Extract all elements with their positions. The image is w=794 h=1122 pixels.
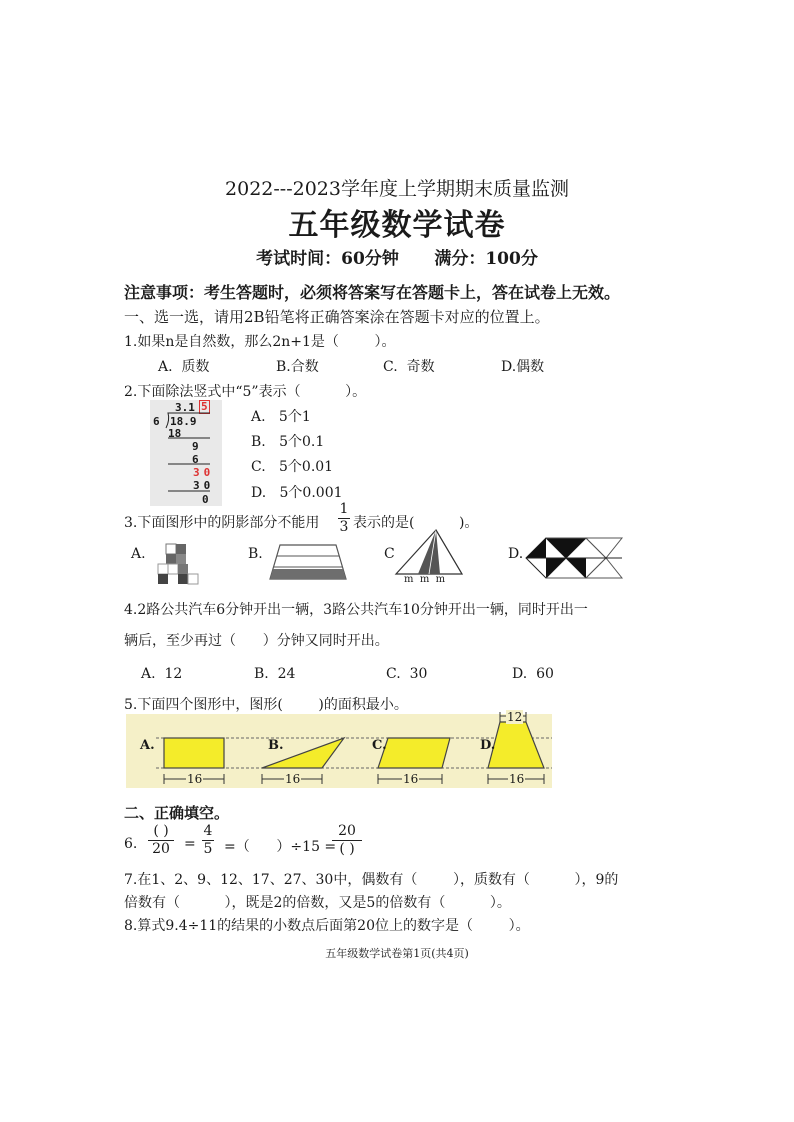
exam-subtitle: 2022---2023学年度上学期期末质量监测 xyxy=(225,178,569,200)
long-division-figure xyxy=(150,400,222,506)
q5-label-a: A. xyxy=(140,738,155,753)
q5-dim-d: 16 xyxy=(509,772,525,786)
q5-shape-d xyxy=(488,722,544,768)
q7-line1: 7.在1、2、9、12、17、27、30中，偶数有（ ），质数有（ ），9的 xyxy=(124,872,619,888)
q2-option-b: B. 5个0.1 xyxy=(251,434,325,450)
section2-heading: 二、正确填空。 xyxy=(124,804,230,822)
q1-option-b: B.合数 xyxy=(276,359,319,375)
q3-label-b: B. xyxy=(248,546,263,562)
q3-text-before: 3.下面图形中的阴影部分不能用 xyxy=(124,515,320,531)
q4-option-a: A. 12 xyxy=(141,666,183,682)
q6-equals-1: = xyxy=(184,836,196,852)
q3-figure-b xyxy=(270,545,350,581)
q3-fraction-numerator: 1 xyxy=(339,501,349,517)
q6-expression: =（ ）÷15 = xyxy=(224,839,337,855)
q3-label-c: C xyxy=(384,546,395,562)
q6-fraction-1 xyxy=(148,824,174,857)
q5-shape-a xyxy=(164,738,224,768)
q1-option-a: A. 质数 xyxy=(158,359,210,375)
q5-shape-c xyxy=(378,738,450,768)
q4-option-b: B. 24 xyxy=(254,666,296,682)
q5-dim-b: 16 xyxy=(285,772,301,786)
q6-f2-denominator: 5 xyxy=(203,841,213,857)
division-quotient: 3.1 xyxy=(175,401,195,414)
q2-option-a: A. 5个1 xyxy=(251,409,311,425)
division-quotient-boxed: 5 xyxy=(201,400,208,413)
exam-title: 五年级数学试卷 xyxy=(288,208,506,243)
q4-line1: 4.2路公共汽车6分钟开出一辆，3路公共汽车10分钟开出一辆，同时开出一 xyxy=(124,602,588,618)
q3-figure-a xyxy=(158,544,198,584)
q6-fraction-3 xyxy=(332,824,362,857)
q6-number: 6. xyxy=(124,836,138,852)
q6-f1-denominator: 20 xyxy=(152,841,170,857)
q6-f3-denominator: ( ) xyxy=(339,841,355,857)
q5-dim-a: 16 xyxy=(187,772,203,786)
division-step-6: 0 xyxy=(202,493,209,506)
division-divisor: 6 xyxy=(153,415,160,428)
division-step-1: 18 xyxy=(168,427,182,440)
q4-option-d: D. 60 xyxy=(512,666,554,682)
q4-line2: 辆后，至少再过（ ）分钟又同时开出。 xyxy=(124,633,389,649)
q5-label-c: C. xyxy=(372,738,387,753)
q6-f2-numerator: 4 xyxy=(203,823,213,839)
q8-text: 8.算式9.4÷11的结果的小数点后面第20位上的数字是（ ）。 xyxy=(124,918,530,934)
q3-figure-d xyxy=(526,538,622,578)
q5-dim-d-top: 12 xyxy=(507,710,523,724)
division-step-2: 9 xyxy=(192,440,199,453)
q1-option-d: D.偶数 xyxy=(501,359,545,375)
q3-fraction xyxy=(338,502,350,535)
q2-text: 2.下面除法竖式中“5”表示（ ）。 xyxy=(124,384,367,400)
q2-option-d: D. 5个0.001 xyxy=(251,485,343,501)
q3-label-d: D. xyxy=(508,546,524,562)
q5-figure-panel xyxy=(126,710,552,788)
q5-label-d: D. xyxy=(480,738,496,753)
division-step-3: 6 xyxy=(192,453,199,466)
exam-info: 考试时间：60分钟 满分：100分 xyxy=(256,249,538,269)
q1-text: 1.如果n是自然数，那么2n+1是（ ）。 xyxy=(124,334,396,350)
notice: 注意事项：考生答题时，必须将答案写在答题卡上，答在试卷上无效。 xyxy=(124,283,621,302)
page-footer: 五年级数学试卷第1页(共4页) xyxy=(325,947,469,960)
q2-option-c: C. 5个0.01 xyxy=(251,459,334,475)
q6-f1-numerator: ( ) xyxy=(153,823,169,839)
q1-option-c: C. 奇数 xyxy=(383,359,435,375)
q4-option-c: C. 30 xyxy=(386,666,428,682)
q5-dim-c: 16 xyxy=(403,772,419,786)
q6-fraction-2 xyxy=(202,824,214,857)
division-dividend: 18.9 xyxy=(170,415,197,428)
q5-label-b: B. xyxy=(268,738,284,753)
q5-text: 5.下面四个图形中，图形( )的面积最小。 xyxy=(124,697,408,713)
q6-f3-numerator: 20 xyxy=(338,823,356,839)
q7-line2: 倍数有（ ），既是2的倍数，又是5的倍数有（ ）。 xyxy=(124,895,511,911)
division-step-4: 30 xyxy=(193,466,215,479)
q3-label-a: A. xyxy=(131,546,146,562)
section1-heading: 一、选一选，请用2B铅笔将正确答案涂在答题卡对应的位置上。 xyxy=(124,308,550,326)
q3-figure-c-marks: m m m xyxy=(404,574,446,585)
q3-fraction-denominator: 3 xyxy=(339,519,349,535)
q3-figure-c xyxy=(396,530,466,576)
q3-text-after: 表示的是( )。 xyxy=(353,515,479,531)
division-step-5: 30 xyxy=(193,479,215,492)
